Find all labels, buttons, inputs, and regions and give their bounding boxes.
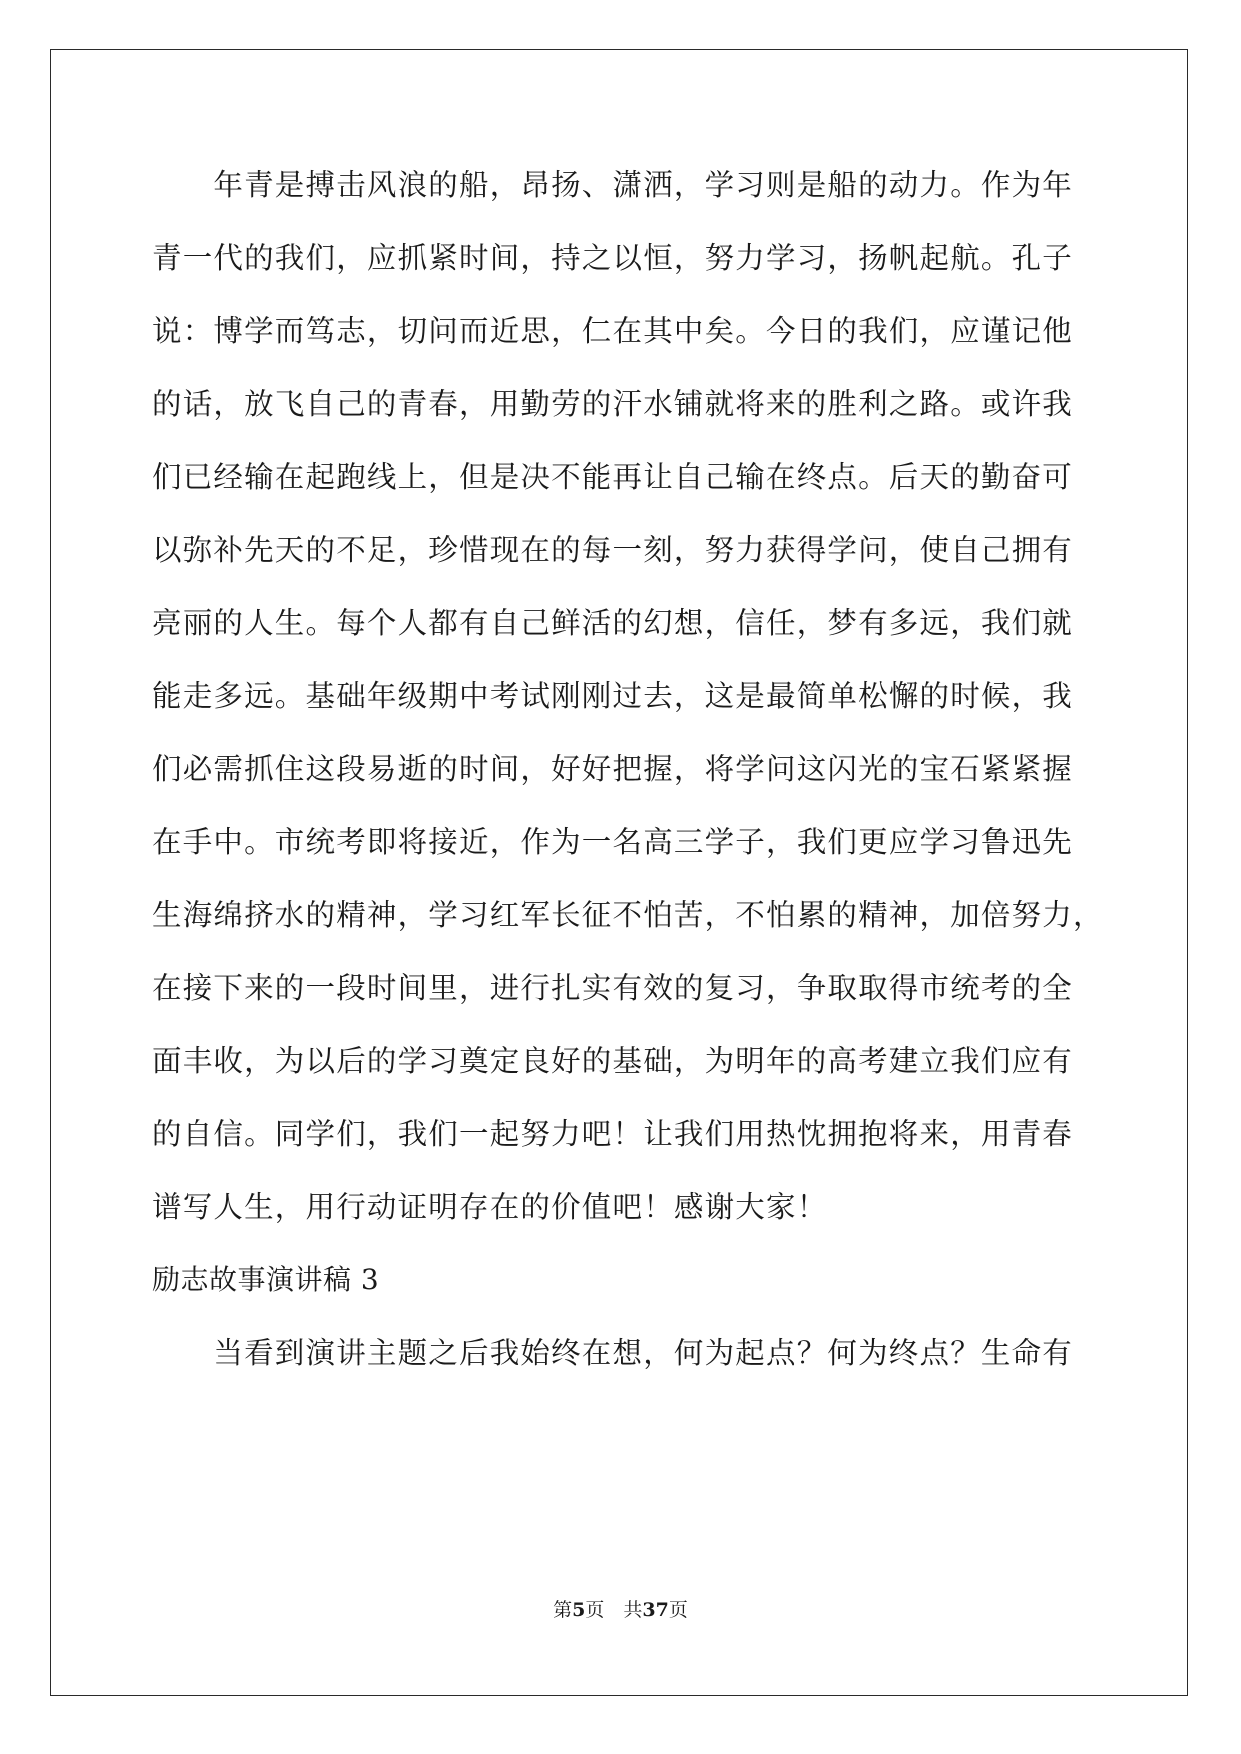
footer-prefix: 第	[553, 1599, 573, 1621]
paragraph-line: 青一代的我们，应抓紧时间，持之以恒，努力学习，扬帆起航。孔子	[152, 241, 1074, 275]
paragraph-line: 说：博学而笃志，切问而近思，仁在其中矣。今日的我们，应谨记他	[152, 314, 1074, 348]
footer-suffix: 页	[668, 1599, 688, 1621]
paragraph-line: 的话，放飞自己的青春，用勤劳的汗水铺就将来的胜利之路。或许我	[152, 387, 1074, 421]
footer-middle: 页 共	[585, 1599, 643, 1621]
paragraph-line: 在手中。市统考即将接近，作为一名高三学子，我们更应学习鲁迅先	[152, 825, 1074, 859]
paragraph-line: 以弥补先天的不足，珍惜现在的每一刻，努力获得学问，使自己拥有	[152, 533, 1074, 567]
paragraph-line: 亮丽的人生。每个人都有自己鲜活的幻想，信任，梦有多远，我们就	[152, 606, 1074, 640]
current-page-number: 5	[572, 1599, 586, 1621]
page-border	[50, 49, 1188, 1696]
paragraph-line: 生海绵挤水的精神，学习红军长征不怕苦，不怕累的精神，加倍努力，	[152, 898, 1104, 932]
paragraph-line: 的自信。同学们，我们一起努力吧！让我们用热忱拥抱将来，用青春	[152, 1117, 1074, 1151]
paragraph-line: 们必需抓住这段易逝的时间，好好把握，将学问这闪光的宝石紧紧握	[152, 752, 1074, 786]
paragraph-line: 面丰收，为以后的学习奠定良好的基础，为明年的高考建立我们应有	[152, 1044, 1074, 1078]
paragraph-line: 当看到演讲主题之后我始终在想，何为起点？何为终点？生命有	[152, 1336, 1074, 1370]
page-footer	[0, 1598, 1241, 1622]
paragraph-line: 能走多远。基础年级期中考试刚刚过去，这是最简单松懈的时候，我	[152, 679, 1074, 713]
section-heading: 励志故事演讲稿 3	[152, 1263, 380, 1296]
total-page-count: 37	[642, 1599, 669, 1621]
paragraph-line: 年青是搏击风浪的船，昂扬、潇洒，学习则是船的动力。作为年	[152, 168, 1074, 202]
paragraph-line: 在接下来的一段时间里，进行扎实有效的复习，争取取得市统考的全	[152, 971, 1074, 1005]
paragraph-line: 们已经输在起跑线上，但是决不能再让自己输在终点。后天的勤奋可	[152, 460, 1074, 494]
paragraph-line: 谱写人生，用行动证明存在的价值吧！感谢大家！	[152, 1190, 828, 1224]
